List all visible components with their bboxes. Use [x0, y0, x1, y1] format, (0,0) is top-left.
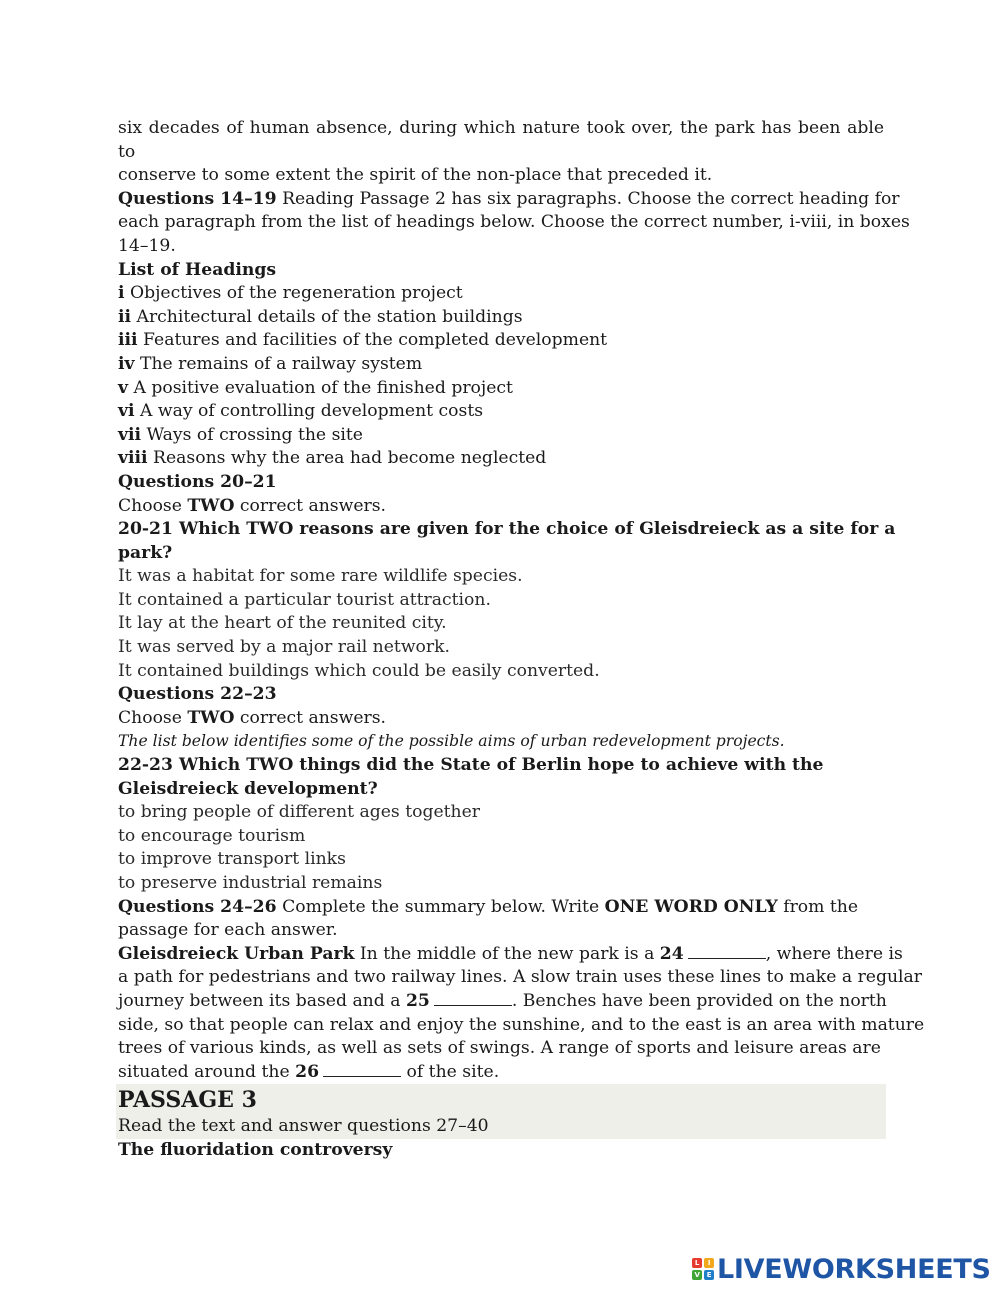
answer-option[interactable]: to improve transport links — [118, 849, 346, 870]
answer-blank-25[interactable] — [434, 991, 512, 1006]
heading-item: ii Architectural details of the station buildings — [118, 306, 523, 327]
q20-21-question: park? — [118, 542, 173, 563]
answer-option[interactable]: to encourage tourism — [118, 825, 306, 846]
liveworksheets-mark-icon — [692, 1258, 714, 1280]
q14-19-instruction: 14–19. — [118, 235, 176, 256]
answer-option[interactable]: to bring people of different ages together — [118, 802, 481, 823]
answer-option[interactable]: It contained a particular tourist attraction. — [118, 589, 491, 610]
heading-item: iv The remains of a railway system — [118, 353, 423, 374]
q20-21-label: Questions 20–21 — [118, 471, 277, 492]
q22-23-label: Questions 22–23 — [118, 684, 277, 705]
heading-item: viii Reasons why the area had become neglected — [118, 448, 547, 469]
q20-21-question: 20-21 Which TWO reasons are given for the choice of Gleisdreieck as a site for a — [118, 519, 896, 540]
list-of-headings-title: List of Headings — [118, 259, 277, 280]
summary-line: a path for pedestrians and two railway lines. A slow train uses these lines to make a regular — [118, 967, 922, 988]
logo-mark-e: E — [704, 1270, 714, 1280]
liveworksheets-logo[interactable] — [692, 1253, 991, 1285]
summary-line: Gleisdreieck Urban Park In the middle of the new park is a 24 , where there is — [118, 943, 903, 964]
summary-line: trees of various kinds, as well as sets of swings. A range of sports and leisure areas are — [118, 1038, 881, 1059]
passage3-title: PASSAGE 3 — [118, 1087, 257, 1114]
summary-line: situated around the 26 of the site. — [118, 1061, 500, 1082]
q14-19-instruction: Questions 14–19 Reading Passage 2 has six paragraphs. Choose the correct heading for — [118, 188, 900, 209]
passage3-instruction: Read the text and answer questions 27–40 — [118, 1116, 489, 1137]
answer-option[interactable]: to preserve industrial remains — [118, 873, 383, 893]
heading-item: i Objectives of the regeneration project — [118, 283, 463, 304]
liveworksheets-wordmark: LIVEWORKSHEETS — [717, 1253, 991, 1285]
q22-23-question: Gleisdreieck development? — [118, 778, 378, 799]
q14-19-instruction: each paragraph from the list of headings below. Choose the correct number, i-viii, in boxes — [118, 212, 910, 233]
answer-blank-26[interactable] — [323, 1062, 401, 1077]
q20-21-choose: Choose TWO correct answers. — [118, 495, 387, 516]
q22-23-choose: Choose TWO correct answers. — [118, 707, 387, 728]
intro-line: conserve to some extent the spirit of the non-place that preceded it. — [118, 165, 713, 186]
logo-mark-v: V — [692, 1270, 702, 1280]
answer-option[interactable]: It contained buildings which could be easily converted. — [118, 660, 600, 681]
answer-option[interactable]: It was a habitat for some rare wildlife species. — [118, 566, 523, 587]
q22-23-note: The list below identifies some of the possible aims of urban redevelopment projects. — [118, 732, 785, 751]
heading-item: v A positive evaluation of the finished project — [118, 377, 513, 398]
heading-item: vi A way of controlling development costs — [118, 401, 484, 422]
answer-option[interactable]: It lay at the heart of the reunited city. — [118, 613, 447, 634]
logo-mark-l: L — [692, 1258, 702, 1268]
summary-title: Gleisdreieck Urban Park — [118, 943, 355, 964]
logo-mark-i: I — [704, 1258, 714, 1268]
question-label: Questions 14–19 — [118, 188, 277, 209]
q24-26-instruction: passage for each answer. — [118, 920, 338, 941]
summary-line: side, so that people can relax and enjoy the sunshine, and to the east is an area with mature — [118, 1014, 925, 1035]
intro-line: six decades of human absence, during which nature took over, the park has been able to — [118, 118, 884, 162]
answer-blank-24[interactable] — [688, 944, 766, 959]
heading-item: iii Features and facilities of the completed development — [118, 330, 608, 351]
answer-option[interactable]: It was served by a major rail network. — [118, 637, 450, 658]
heading-item: vii Ways of crossing the site — [118, 424, 363, 445]
q24-26-instruction: Questions 24–26 Complete the summary below. Write ONE WORD ONLY from the — [118, 896, 859, 917]
passage3-banner — [116, 1084, 886, 1139]
q22-23-question: 22-23 Which TWO things did the State of Berlin hope to achieve with the — [118, 755, 824, 776]
passage3-heading: The fluoridation controversy — [118, 1139, 393, 1160]
summary-line: journey between its based and a 25 . Benches have been provided on the north — [118, 990, 887, 1011]
worksheet-page — [118, 117, 925, 1163]
